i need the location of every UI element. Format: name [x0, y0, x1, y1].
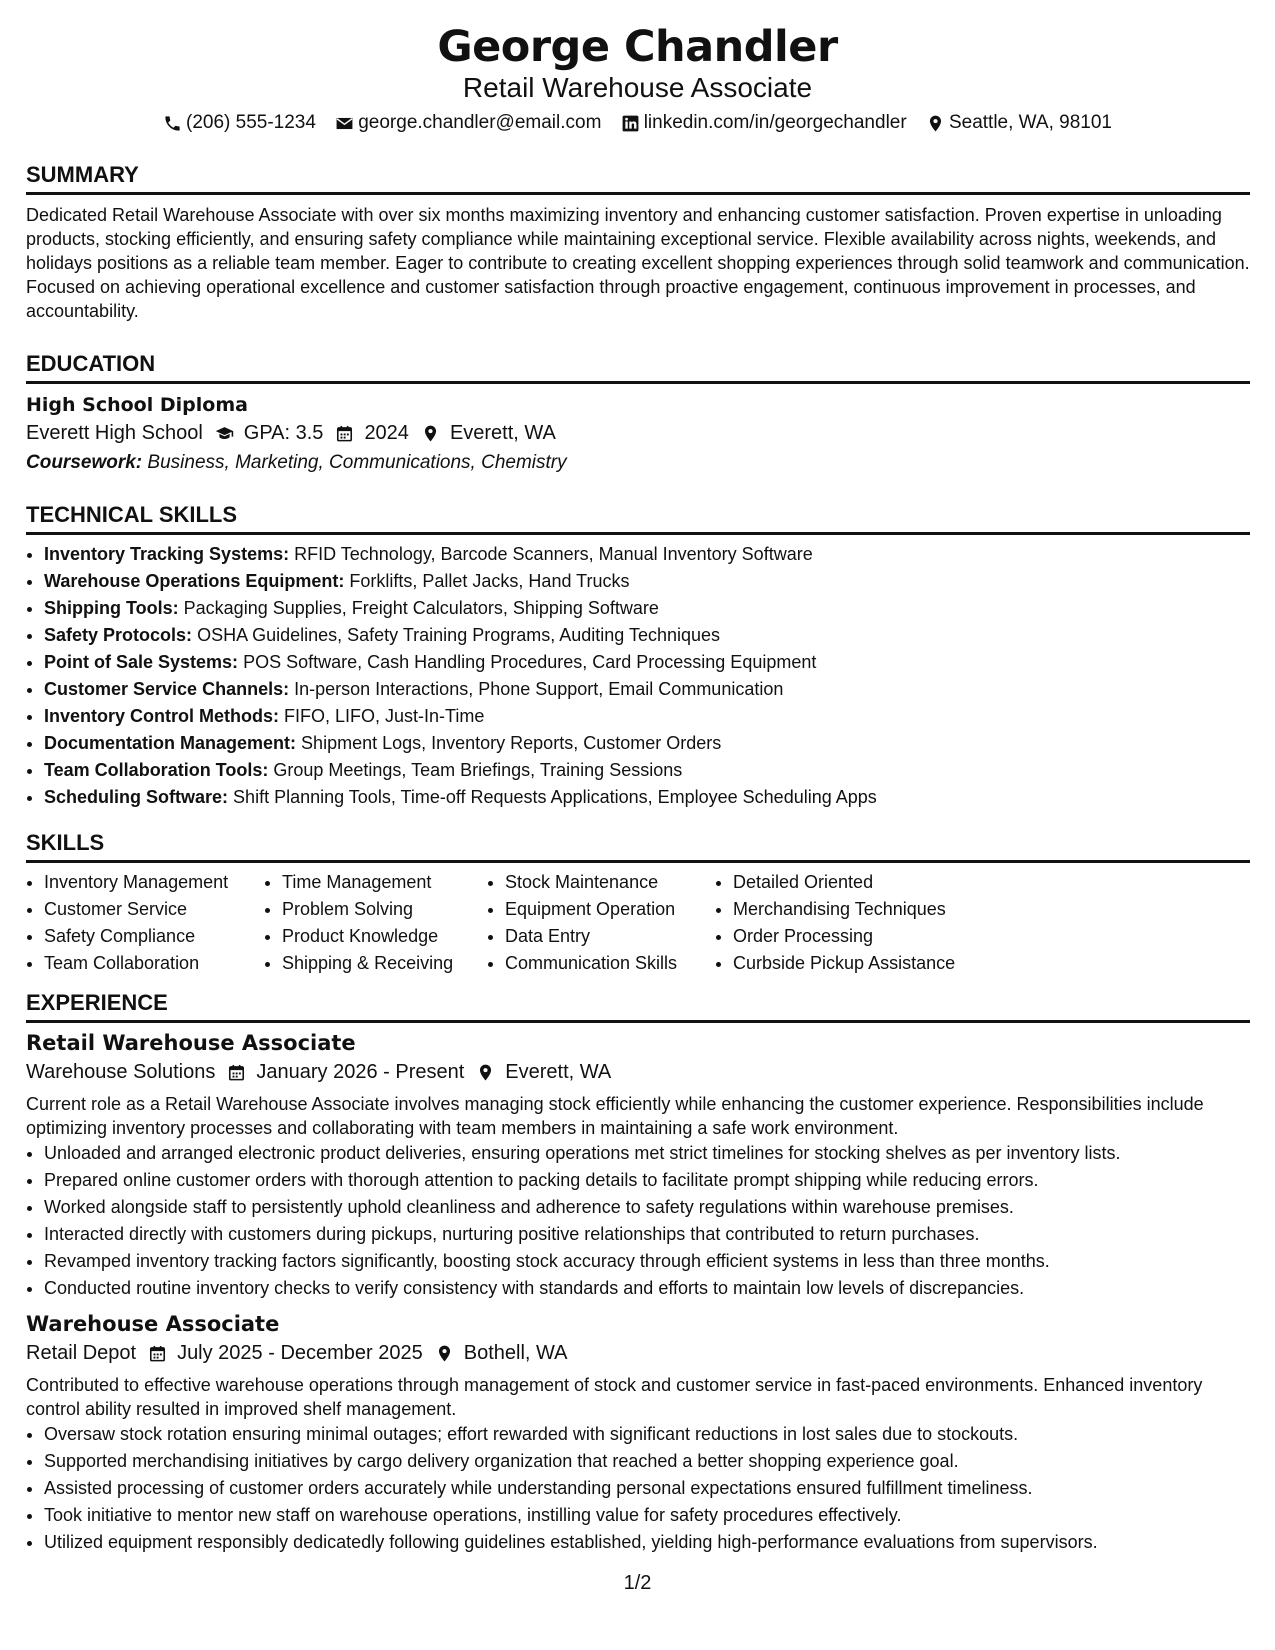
skill-values: Group Meetings, Team Briefings, Training Sessions — [273, 760, 683, 780]
skills-column — [26, 869, 264, 977]
list-item: • Product Knowledge — [282, 923, 487, 950]
skill-category: Customer Service Channels: — [44, 679, 290, 699]
skill-values: RFID Technology, Barcode Scanners, Manual Inventory Software — [294, 544, 813, 564]
list-item: • Revamped inventory tracking factors significantly, boosting stock accuracy through efficient systems in less than three months. — [44, 1248, 1250, 1275]
skill-values: POS Software, Cash Handling Procedures, Card Processing Equipment — [243, 652, 817, 672]
job-bullets — [26, 1421, 1250, 1556]
section-divider — [26, 381, 1250, 384]
section-divider — [26, 860, 1250, 863]
skill-category: Safety Protocols: — [44, 625, 193, 645]
linkedin-text: linkedin.com/in/georgechandler — [643, 112, 907, 133]
list-item: • Inventory Management — [44, 869, 264, 896]
list-item: • Stock Maintenance — [505, 869, 715, 896]
candidate-name: George Chandler — [437, 22, 838, 72]
job-meta — [26, 1061, 1250, 1084]
gpa-text: GPA: 3.5 — [243, 422, 324, 444]
map-pin-icon — [435, 1344, 454, 1363]
skill-category: Shipping Tools: — [44, 598, 179, 618]
section-heading: TECHNICAL SKILLS — [26, 502, 238, 527]
contact-phone[interactable] — [163, 112, 316, 134]
section-heading: EXPERIENCE — [26, 990, 168, 1015]
skill-values: Forklifts, Pallet Jacks, Hand Trucks — [349, 571, 630, 591]
contact-bar — [0, 112, 1275, 139]
education-section — [26, 351, 1250, 474]
list-item: • Utilized equipment responsibly dedicatedly following guidelines established, yielding high-performance evaluations from supervisors. — [44, 1529, 1250, 1556]
company-name: Warehouse Solutions — [26, 1061, 216, 1083]
list-item: • Shipping & Receiving — [282, 950, 487, 977]
job-entry — [26, 1031, 1250, 1302]
skill-category: Team Collaboration Tools: — [44, 760, 269, 780]
candidate-title: Retail Warehouse Associate — [462, 72, 813, 103]
list-item — [44, 676, 1250, 703]
calendar-icon — [148, 1344, 167, 1363]
job-dates: January 2026 - Present — [256, 1061, 465, 1083]
list-item — [44, 703, 1250, 730]
section-divider — [26, 532, 1250, 535]
location-text: Seattle, WA, 98101 — [948, 112, 1112, 133]
technical-skills-section — [26, 502, 1250, 811]
company-name: Retail Depot — [26, 1342, 137, 1364]
job-meta — [26, 1342, 1250, 1365]
list-item — [44, 757, 1250, 784]
contact-email[interactable] — [335, 112, 601, 134]
technical-skills-list — [26, 541, 1250, 811]
skill-category: Warehouse Operations Equipment: — [44, 571, 345, 591]
list-item: • Assisted processing of customer orders accurately while understanding personal expectations ensured fulfillment timeliness. — [44, 1475, 1250, 1502]
graduation-cap-icon — [215, 424, 234, 443]
skill-values: In-person Interactions, Phone Support, Email Communication — [294, 679, 784, 699]
list-item: • Curbside Pickup Assistance — [733, 950, 993, 977]
skills-grid — [26, 869, 1250, 977]
skill-category: Inventory Tracking Systems: — [44, 544, 290, 564]
list-item: • Conducted routine inventory checks to verify consistency with standards and efforts to maintain low levels of discrepancies. — [44, 1275, 1250, 1302]
list-item: • Prepared online customer orders with thorough attention to packing details to facilitate prompt shipping while reducing errors. — [44, 1167, 1250, 1194]
skills-column — [715, 869, 993, 977]
list-item: • Took initiative to mentor new staff on warehouse operations, instilling value for safety procedures effectively. — [44, 1502, 1250, 1529]
coursework — [26, 452, 1250, 474]
section-heading: SUMMARY — [26, 162, 139, 187]
email-text: george.chandler@email.com — [358, 112, 602, 133]
list-item — [44, 730, 1250, 757]
list-item: • Equipment Operation — [505, 896, 715, 923]
list-item: • Team Collaboration — [44, 950, 264, 977]
list-item — [44, 784, 1250, 811]
envelope-icon — [335, 114, 354, 133]
graduation-year: 2024 — [364, 422, 409, 444]
contact-location — [926, 112, 1112, 134]
list-item — [44, 595, 1250, 622]
list-item: • Detailed Oriented — [733, 869, 993, 896]
phone-text: (206) 555-1234 — [186, 112, 316, 133]
list-item: • Data Entry — [505, 923, 715, 950]
skill-category: Point of Sale Systems: — [44, 652, 239, 672]
job-dates: July 2025 - December 2025 — [177, 1342, 423, 1364]
map-pin-icon — [476, 1063, 495, 1082]
skill-category: Documentation Management: — [44, 733, 297, 753]
skills-column — [264, 869, 487, 977]
job-role: Warehouse Associate — [26, 1312, 280, 1336]
skills-column — [487, 869, 715, 977]
job-description: Contributed to effective warehouse operations through management of stock and customer service in fast-paced environments. Enhanced inventory control ability resulted in improved shelf management. — [26, 1375, 1203, 1419]
skill-category: Inventory Control Methods: — [44, 706, 279, 726]
calendar-icon — [227, 1063, 246, 1082]
job-bullets — [26, 1140, 1250, 1302]
calendar-icon — [335, 424, 354, 443]
section-divider — [26, 1020, 1250, 1023]
list-item — [44, 568, 1250, 595]
list-item: • Unloaded and arranged electronic product deliveries, ensuring operations met strict timelines for stocking shelves as per inventory lists. — [44, 1140, 1250, 1167]
list-item: • Problem Solving — [282, 896, 487, 923]
school-location: Everett, WA — [449, 422, 556, 444]
page-number: 1/2 — [623, 1572, 652, 1594]
list-item: • Worked alongside staff to persistently uphold cleanliness and adherence to safety regulations within warehouse premises. — [44, 1194, 1250, 1221]
job-entry — [26, 1312, 1250, 1556]
list-item: • Order Processing — [733, 923, 993, 950]
list-item: • Interacted directly with customers during pickups, nurturing positive relationships that contributed to return purchases. — [44, 1221, 1250, 1248]
job-location: Everett, WA — [505, 1061, 612, 1083]
list-item: • Time Management — [282, 869, 487, 896]
list-item: • Communication Skills — [505, 950, 715, 977]
coursework-list: Business, Marketing, Communications, Chemistry — [147, 452, 567, 473]
section-heading: EDUCATION — [26, 351, 156, 376]
job-role: Retail Warehouse Associate — [26, 1031, 356, 1055]
degree-title: High School Diploma — [26, 394, 248, 416]
contact-linkedin[interactable] — [621, 112, 907, 134]
linkedin-icon — [621, 114, 640, 133]
skill-values: Packaging Supplies, Freight Calculators, Shipping Software — [183, 598, 659, 618]
list-item — [44, 622, 1250, 649]
education-meta — [26, 422, 1250, 445]
list-item: • Merchandising Techniques — [733, 896, 993, 923]
list-item: • Customer Service — [44, 896, 264, 923]
summary-text: Dedicated Retail Warehouse Associate with over six months maximizing inventory and enhancing customer satisfaction. Proven expertise in unloading products, stocking efficiently, and ensuring safety compliance while maintaining exceptional service. Flexible availability across nights, weekends, and holidays positions as a reliable team member. Eager to contribute to creating excellent shopping experiences through solid teamwork and communication. Focused on achieving operational excellence and customer satisfaction through proactive engagement, continuous improvement in processes, and accountability. — [26, 205, 1250, 321]
skill-values: OSHA Guidelines, Safety Training Programs, Auditing Techniques — [197, 625, 721, 645]
list-item: • Oversaw stock rotation ensuring minimal outages; effort rewarded with significant reductions in lost sales due to stockouts. — [44, 1421, 1250, 1448]
map-pin-icon — [421, 424, 440, 443]
section-heading: SKILLS — [26, 830, 105, 855]
map-pin-icon — [926, 114, 945, 133]
school-name: Everett High School — [26, 422, 203, 444]
list-item: • Supported merchandising initiatives by cargo delivery organization that reached a better shopping experience goal. — [44, 1448, 1250, 1475]
list-item — [44, 541, 1250, 568]
skill-category: Scheduling Software: — [44, 787, 229, 807]
skill-values: Shift Planning Tools, Time-off Requests Applications, Employee Scheduling Apps — [233, 787, 877, 807]
job-location: Bothell, WA — [463, 1342, 568, 1364]
skill-values: FIFO, LIFO, Just-In-Time — [284, 706, 485, 726]
list-item — [44, 649, 1250, 676]
list-item: • Safety Compliance — [44, 923, 264, 950]
skill-values: Shipment Logs, Inventory Reports, Customer Orders — [301, 733, 722, 753]
job-description: Current role as a Retail Warehouse Associate involves managing stock efficiently while enhancing the customer experience. Responsibilities include optimizing inventory processes and collaborating with team members in maintaining a safe work environment. — [26, 1094, 1204, 1138]
coursework-label: Coursework: — [26, 452, 143, 473]
summary-section — [26, 162, 1250, 323]
phone-icon — [163, 114, 182, 133]
skills-section — [26, 830, 1250, 977]
experience-section — [26, 990, 1250, 1556]
section-divider — [26, 192, 1250, 195]
